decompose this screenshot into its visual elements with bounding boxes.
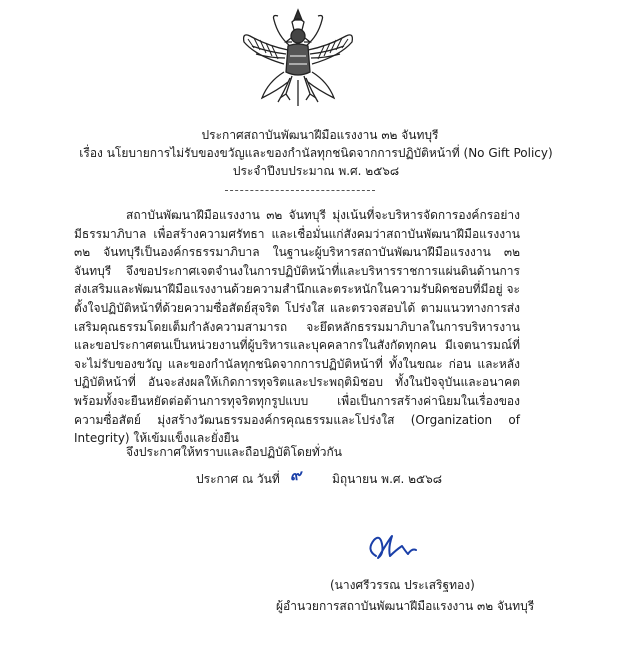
handwritten-signature <box>362 528 424 564</box>
fiscal-year: ประจำปีงบประมาณ พ.ศ. ๒๕๖๘ <box>232 164 400 178</box>
signatory-name: (นางศรีวรรณ ประเสริฐทอง) <box>330 578 475 592</box>
signatory-position: ผู้อำนวยการสถาบันพัฒนาฝีมือแรงงาน ๓๒ จันทบุรี <box>276 599 535 613</box>
closing-statement: จึงประกาศให้ทราบและถือปฏิบัติโดยทั่วกัน <box>126 445 342 459</box>
date-label: ประกาศ ณ วันที่ <box>196 472 280 486</box>
date-month-year: มิถุนายน พ.ศ. ๒๕๖๘ <box>332 472 443 486</box>
policy-paragraph: สถาบันพัฒนาฝีมือแรงงาน ๓๒ จันทบุรี มุ่งเน้นที่จะบริหารจัดการองค์กรอย่างมีธรรมาภิบาล เพื่อสร้างความศรัทธา และเชื่อมั่นแก่สังคมว่าสถาบันพัฒนาฝีมือแรงงาน ๓๒ จันทบุรีเป็นองค์กรธรรมาภิบาล ในฐานะผู้บริหารสถาบันพัฒนาฝีมือแรงงาน ๓๒ จันทบุรี จึงขอประกาศเจตจำนงในการปฏิบัติหน้าที่และบริหารราชการแผ่นดินด้านการส่งเสริมและพัฒนาฝีมือแรงงานด้วยความสำนึกและตระหนักในความรับผิดชอบที่มีอยู่ จะตั้งใจปฏิบัติหน้าที่ด้วยความซื่อสัตย์สุจริต โปร่งใส และตรวจสอบได้ ตามแนวทางการส่งเสริมคุณธรรมโดยเต็มกำลังความสามารถ จะยึดหลักธรรมมาภิบาลในการบริหารงาน และขอประกาศตนเป็นหน่วยงานที่ผู้บริหารและบุคคลากรในสังกัดทุกคน มีเจตนารมณ์ที่จะไม่รับของขวัญ และของกำนัลทุกชนิดจากการปฏิบัติหน้าที่ ทั้งในขณะ ก่อน และหลังปฏิบัติหน้าที่ อันจะส่งผลให้เกิดการทุจริตและประพฤติมิชอบ ทั้งในปัจจุบันและอนาคต พร้อมทั้งจะยืนหยัดต่อต้านการทุจริตทุกรูปแบบ เพื่อเป็นการสร้างค่านิยมในเรื่องของความซื่อสัตย์ มุ่งสร้างวัฒนธรรมองค์กรคุณธรรมและโปร่งใส (Organization of Integrity) ให้เข้มแข็งและยั่งยืน <box>74 208 520 446</box>
header-divider <box>225 190 375 191</box>
announcement-title: ประกาศสถาบันพัฒนาฝีมือแรงงาน ๓๒ จันทบุรี <box>201 128 439 142</box>
garuda-emblem <box>238 6 358 114</box>
announcement-subject: เรื่อง นโยบายการไม่รับของขวัญและของกำนัลทุกชนิดจากการปฏิบัติหน้าที่ (No Gift Policy) <box>79 146 553 160</box>
date-day: ๙ <box>290 466 301 484</box>
